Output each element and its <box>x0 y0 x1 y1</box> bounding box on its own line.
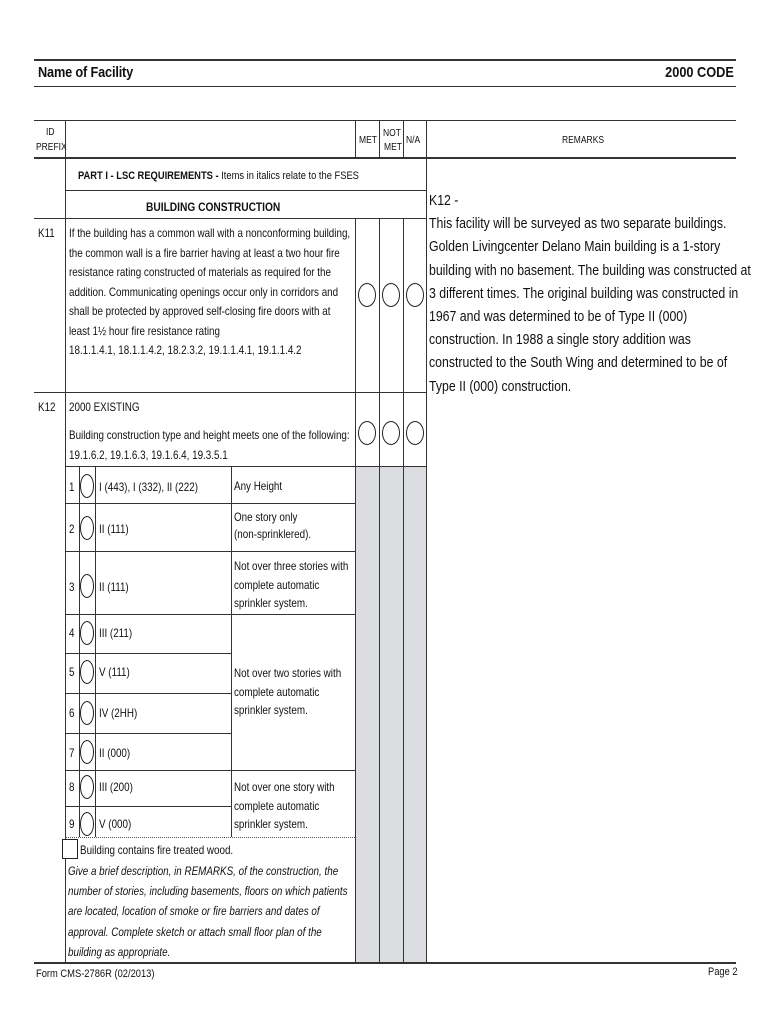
option-type: III (211) <box>99 626 133 640</box>
height-line: Not over two stories with <box>234 666 342 680</box>
height-desc-2 <box>234 509 311 543</box>
instruction-line: building as appropriate. <box>68 944 171 959</box>
not-met-column-label-1: NOT <box>383 128 401 139</box>
k11-met-radio[interactable] <box>358 283 376 307</box>
not-met-shade <box>380 467 403 962</box>
option-row-rule <box>65 733 231 734</box>
option-8-radio[interactable] <box>80 775 94 799</box>
option-row-rule <box>65 806 231 807</box>
k12-line: Building construction type and height meets one of the following: <box>69 428 350 442</box>
na-shade <box>404 467 426 962</box>
option-4-radio[interactable] <box>80 621 94 645</box>
option-number: 9 <box>69 817 75 831</box>
column-header-top <box>34 120 736 121</box>
option-number: 6 <box>69 706 75 720</box>
id-label: ID <box>46 127 55 138</box>
instruction-line: are located, location of smoke or fire barriers and dates of <box>68 904 320 919</box>
option-type: III (200) <box>99 780 133 794</box>
k11-line: If the building has a common wall with a nonconforming building, <box>69 226 351 240</box>
option-2-radio[interactable] <box>80 516 94 540</box>
remarks-text <box>429 189 751 398</box>
na-left-divider-header <box>403 120 404 157</box>
remarks-instructions <box>68 861 348 962</box>
height-line: sprinkler system. <box>234 817 308 831</box>
header-rule <box>34 86 736 87</box>
k12-id: K12 <box>38 400 56 414</box>
k11-line: 18.1.1.4.1, 18.1.1.4.2, 18.2.3.2, 19.1.1.4.1, 19.1.1.4.2 <box>69 343 302 357</box>
option-row-rule <box>65 770 355 771</box>
remarks-line: constructed to the South Wing and determined to be of <box>429 354 728 372</box>
k11-text <box>69 224 350 361</box>
option-number: 3 <box>69 580 75 594</box>
k11-line: the common wall is a fire barrier having at least a two hour fire <box>69 245 340 260</box>
option-number: 2 <box>69 522 75 536</box>
option-row-rule <box>65 614 355 615</box>
part-note: Items in italics relate to the FSES <box>221 170 359 182</box>
option-type: II (111) <box>99 522 129 536</box>
remarks-line: 1967 and was determined to be of Type II (000) <box>429 308 688 326</box>
option-type: I (443), I (332), II (222) <box>99 480 198 494</box>
fire-treated-wood-label: Building contains fire treated wood. <box>80 843 234 857</box>
k11-line: shall be protected by approved self-closing fire doors with at <box>69 304 331 318</box>
part-title-text: PART I - LSC REQUIREMENTS - <box>78 170 219 182</box>
remarks-line: building with no basement. The building was constructed at <box>429 261 751 279</box>
option-9-radio[interactable] <box>80 812 94 836</box>
height-line: Any Height <box>234 479 283 493</box>
k12-heading: 2000 EXISTING <box>69 400 140 414</box>
option-1-radio[interactable] <box>80 474 94 498</box>
option-type: V (111) <box>99 665 130 679</box>
option-number: 1 <box>69 480 75 494</box>
met-column-label: MET <box>359 135 377 146</box>
height-desc-4 <box>234 664 341 720</box>
option-number: 8 <box>69 780 75 794</box>
remarks-line: K12 - <box>429 192 459 209</box>
part-rule <box>65 190 426 191</box>
remarks-left-divider <box>426 120 427 962</box>
k11-bottom-rule <box>34 392 426 393</box>
instruction-line: number of stories, including basements, floors on which patients <box>68 884 348 899</box>
id-column-divider <box>65 120 66 962</box>
k11-not-met-radio[interactable] <box>382 283 400 307</box>
remarks-column-label: REMARKS <box>562 135 605 146</box>
option-5-radio[interactable] <box>80 660 94 684</box>
option-number: 7 <box>69 746 75 760</box>
part-title <box>78 170 359 182</box>
bottom-rule <box>34 962 736 964</box>
column-header-bottom <box>34 157 736 159</box>
height-line: complete automatic <box>234 577 320 592</box>
facility-name-label: Name of Facility <box>38 64 134 81</box>
height-line: complete automatic <box>234 798 320 813</box>
height-line: (non-sprinklered). <box>234 527 312 541</box>
option-row-rule <box>65 503 355 504</box>
remarks-line: Golden Livingcenter Delano Main building is a 1-story <box>429 238 721 256</box>
height-line: Not over one story with <box>234 780 335 794</box>
option-6-radio[interactable] <box>80 701 94 725</box>
option-3-radio[interactable] <box>80 574 94 598</box>
form-number: Form CMS-2786R (02/2013) <box>36 968 155 980</box>
met-left-divider-header <box>355 120 356 157</box>
option-7-radio[interactable] <box>80 740 94 764</box>
options-bottom-rule <box>65 837 355 838</box>
option-number: 5 <box>69 665 75 679</box>
option-row-rule <box>65 653 231 654</box>
height-line: Not over three stories with <box>234 559 349 573</box>
fire-treated-wood-checkbox[interactable] <box>62 839 78 859</box>
option-number: 4 <box>69 626 75 640</box>
option-type: II (111) <box>99 580 129 594</box>
page-number: Page 2 <box>708 966 738 978</box>
k11-line: least 1½ hour fire resistance rating <box>69 323 220 338</box>
option-type-divider <box>231 467 232 837</box>
k12-met-radio[interactable] <box>358 421 376 445</box>
remarks-line: 3 different times. The original building was constructed in <box>429 284 739 302</box>
option-row-rule <box>65 551 355 552</box>
remarks-line: Type II (000) construction. <box>429 377 572 395</box>
height-desc-3 <box>234 557 348 613</box>
height-line: One story only <box>234 510 298 524</box>
code-label: 2000 CODE <box>665 64 734 81</box>
option-circle-divider <box>95 467 96 837</box>
met-shade <box>356 467 379 962</box>
k12-na-radio[interactable] <box>406 421 424 445</box>
not-met-left-divider-header <box>379 120 380 157</box>
k11-na-radio[interactable] <box>406 283 424 307</box>
instruction-line: Give a brief description, in REMARKS, of the construction, the <box>68 864 339 878</box>
height-line: complete automatic <box>234 684 320 699</box>
remarks-line: construction. In 1988 a single story addition was <box>429 331 691 349</box>
prefix-label: PREFIX <box>36 142 67 153</box>
option-type: IV (2HH) <box>99 706 138 720</box>
k12-text <box>69 426 350 465</box>
k12-line: 19.1.6.2, 19.1.6.3, 19.1.6.4, 19.3.5.1 <box>69 447 228 462</box>
k12-not-met-radio[interactable] <box>382 421 400 445</box>
top-rule <box>34 59 736 61</box>
section-rule <box>34 218 426 219</box>
section-title: BUILDING CONSTRUCTION <box>146 200 281 214</box>
height-line: sprinkler system. <box>234 596 308 610</box>
option-type: V (000) <box>99 817 132 831</box>
remarks-line: This facility will be surveyed as two separate buildings. <box>429 215 727 233</box>
height-desc-5 <box>234 778 335 834</box>
k11-id: K11 <box>38 226 55 240</box>
instruction-line: approval. Complete sketch or attach small floor plan of the <box>68 924 322 939</box>
not-met-column-label-2: MET <box>384 142 402 153</box>
k11-line: addition. Communicating openings occur only in corridors and <box>69 284 339 299</box>
na-column-label: N/A <box>406 135 421 146</box>
option-type: II (000) <box>99 746 131 760</box>
height-desc-1 <box>234 477 282 497</box>
option-row-rule <box>65 693 231 694</box>
k11-line: resistance rating constructed of materials as required for the <box>69 265 331 279</box>
height-line: sprinkler system. <box>234 703 308 717</box>
